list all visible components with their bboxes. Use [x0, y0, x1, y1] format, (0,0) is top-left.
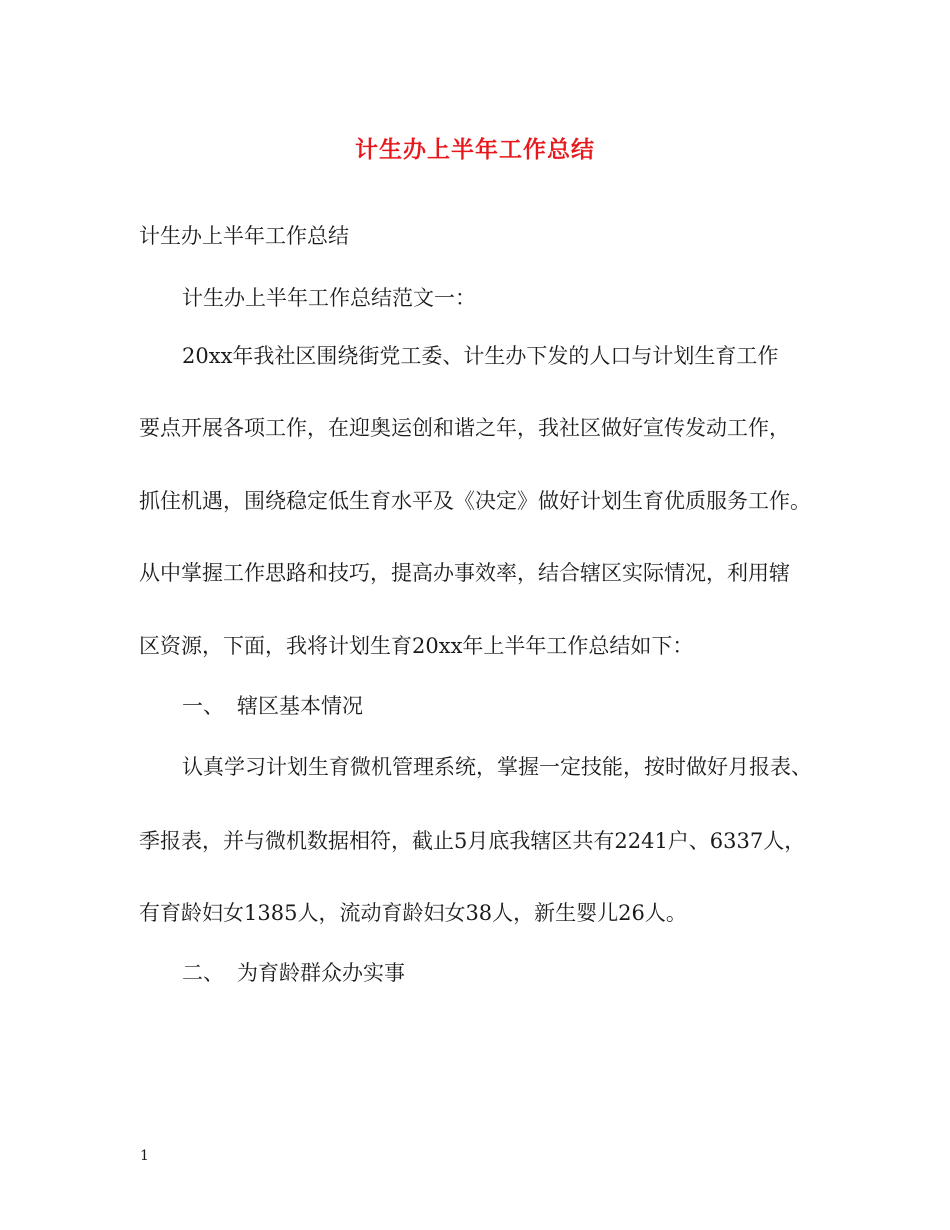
intro-line-1: 20xx年我社区围绕街党工委、计生办下发的人口与计划生育工作: [182, 344, 779, 368]
section-2-heading: [182, 958, 405, 988]
section-1-label: 辖区基本情况: [237, 694, 363, 718]
intro-line-2: 要点开展各项工作，在迎奥运创和谐之年，我社区做好宣传发动工作，: [139, 416, 790, 440]
intro-line-4: 从中掌握工作思路和技巧，提高办事效率，结合辖区实际情况，利用辖: [139, 561, 790, 585]
page-number: 1: [140, 1148, 149, 1164]
document-subtitle: 计生办上半年工作总结: [139, 224, 349, 248]
section-1-line-1: 认真学习计划生育微机管理系统，掌握一定技能，按时做好月报表、: [182, 755, 812, 779]
document-title: 计生办上半年工作总结: [355, 136, 595, 163]
section-2-number: 二、: [182, 961, 224, 985]
sample-heading: 计生办上半年工作总结范文一：: [182, 286, 476, 310]
section-2-label: 为育龄群众办实事: [237, 961, 405, 985]
intro-line-3: 抓住机遇，围绕稳定低生育水平及《决定》做好计划生育优质服务工作。: [139, 489, 811, 513]
section-1-line-3: 有育龄妇女1385人，流动育龄妇女38人，新生婴儿26人。: [139, 901, 687, 925]
section-1-number: 一、: [182, 694, 224, 718]
intro-line-5: 区资源，下面，我将计划生育20xx年上半年工作总结如下：: [139, 634, 694, 658]
section-1-heading: [182, 691, 363, 721]
section-1-line-2: 季报表，并与微机数据相符，截止5月底我辖区共有2241户、6337人，: [139, 829, 806, 853]
